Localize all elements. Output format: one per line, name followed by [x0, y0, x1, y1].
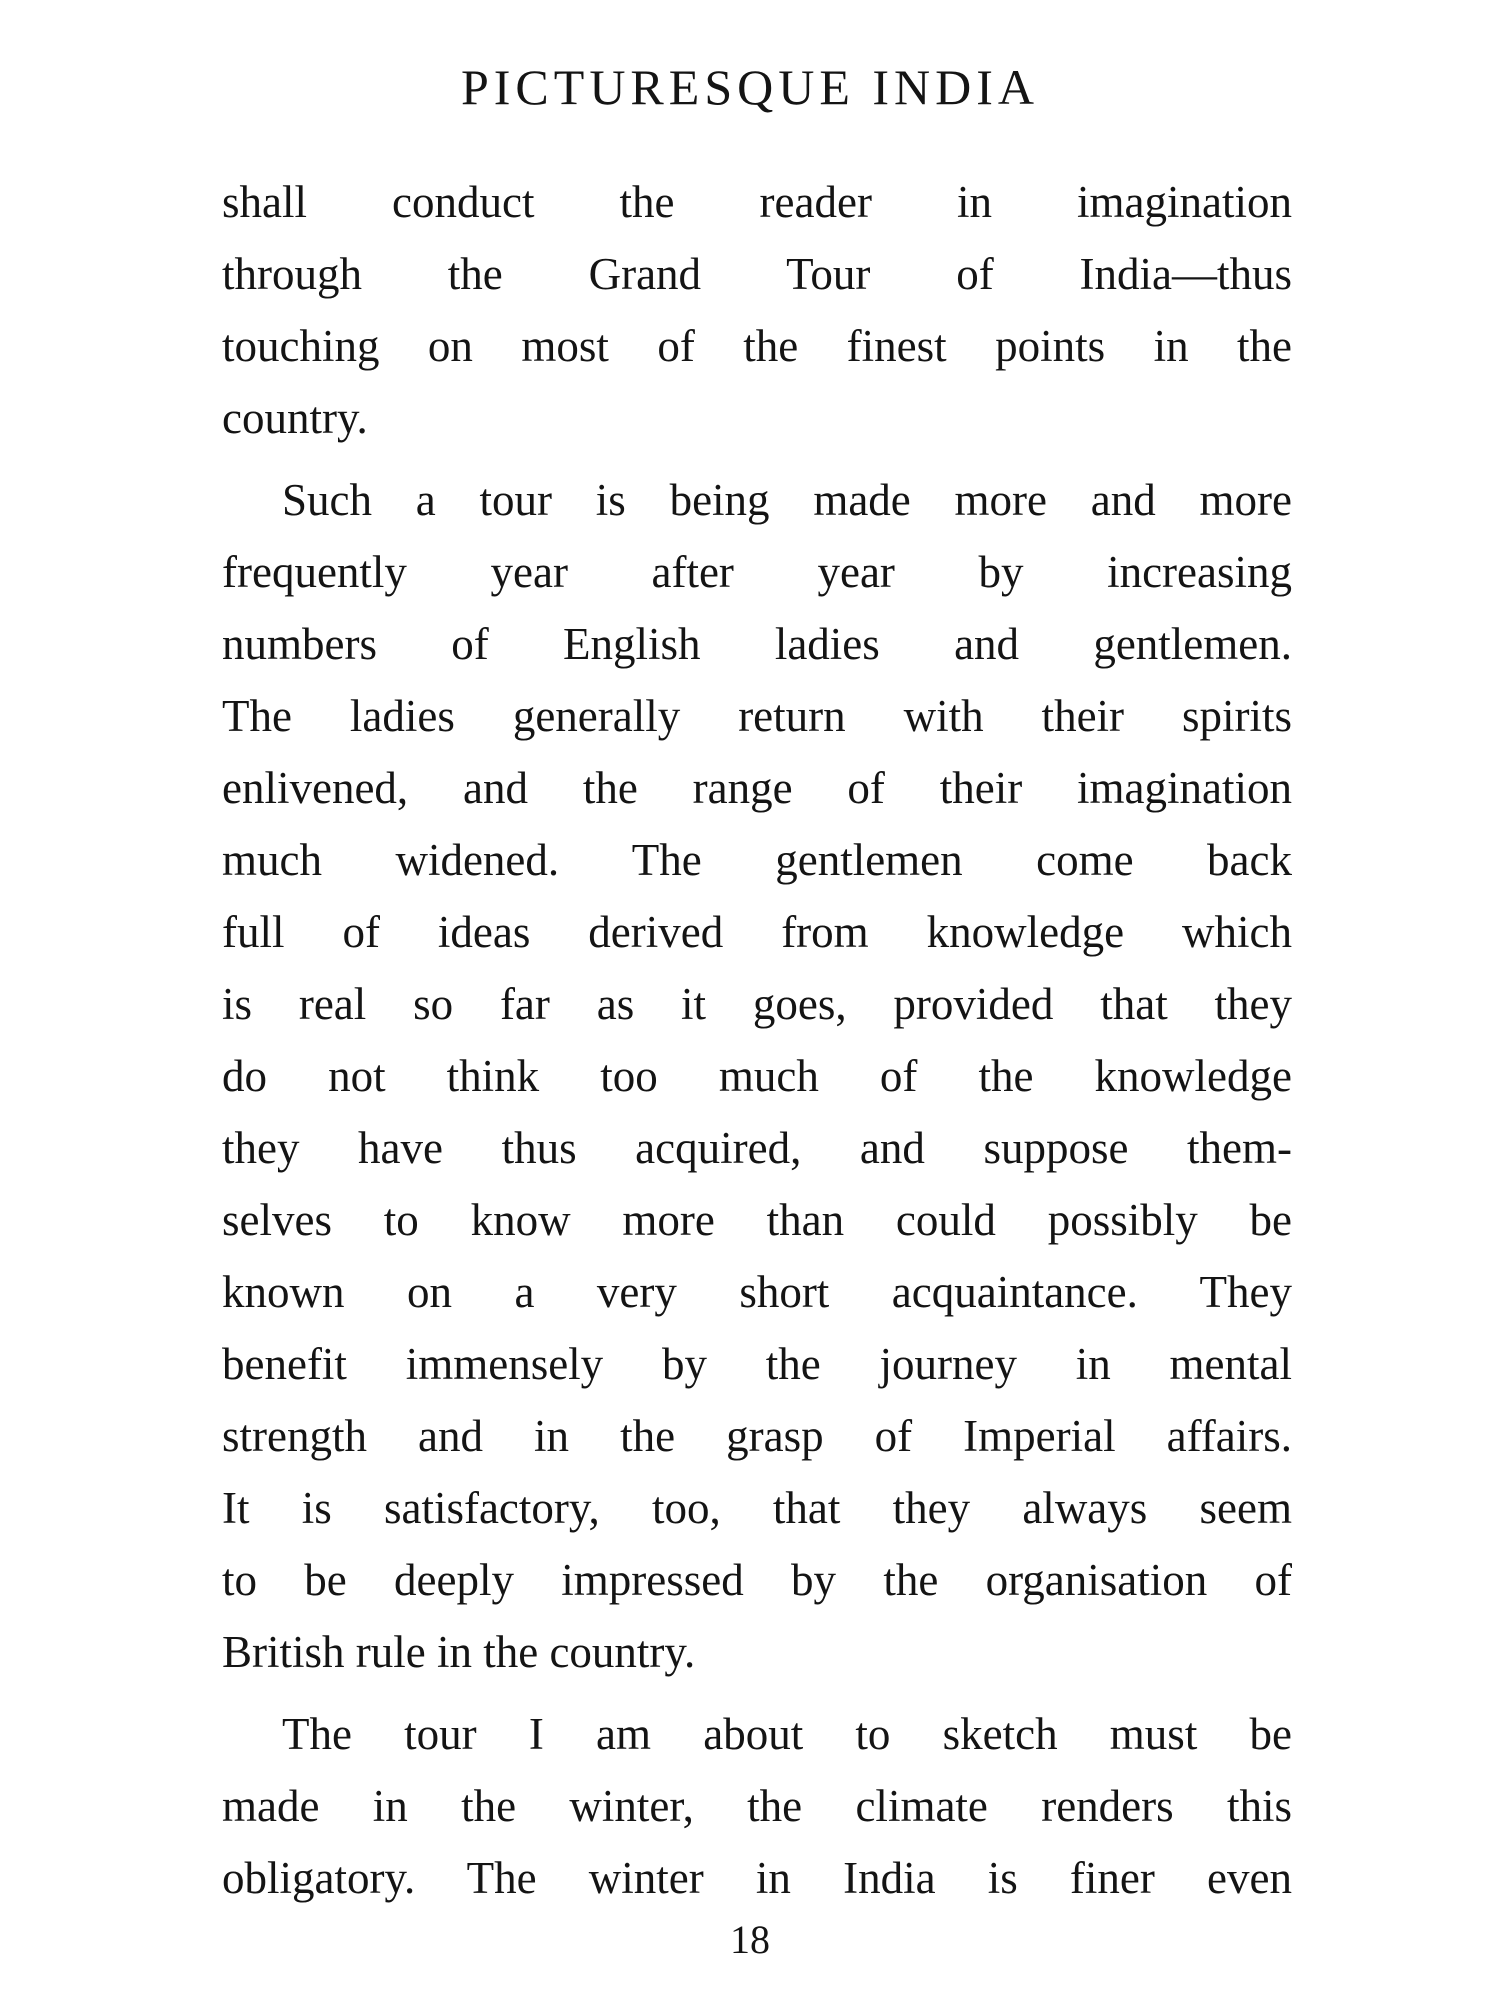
- text-line: The ladies generally return with their spirits: [222, 691, 1292, 741]
- text-line: benefit immensely by the journey in mental: [222, 1339, 1292, 1389]
- paragraph-2: [222, 464, 1292, 1688]
- paragraph-3: [222, 1698, 1292, 1914]
- text-line: numbers of English ladies and gentlemen.: [222, 619, 1292, 669]
- text-line: much widened. The gentlemen come back: [222, 835, 1292, 885]
- text-line: selves to know more than could possibly be: [222, 1195, 1292, 1245]
- text-line: they have thus acquired, and suppose them-: [222, 1123, 1292, 1173]
- body-text: [222, 166, 1292, 1914]
- text-line: strength and in the grasp of Imperial affairs.: [222, 1411, 1292, 1461]
- page-number: 18: [730, 1917, 770, 1962]
- text-line: made in the winter, the climate renders this: [222, 1781, 1292, 1831]
- paragraph-1: [222, 166, 1292, 454]
- running-head: PICTURESQUE INDIA: [460, 59, 1040, 115]
- text-line: The tour I am about to sketch must be: [282, 1709, 1292, 1759]
- paragraph-gap: [222, 454, 1292, 464]
- text-line: do not think too much of the knowledge: [222, 1051, 1292, 1101]
- text-line: British rule in the country.: [222, 1627, 696, 1677]
- text-line: through the Grand Tour of India—thus: [222, 249, 1292, 299]
- text-line: obligatory. The winter in India is finer even: [222, 1853, 1292, 1903]
- text-line: is real so far as it goes, provided that they: [222, 979, 1292, 1029]
- text-line: to be deeply impressed by the organisation of: [222, 1555, 1292, 1605]
- text-line: known on a very short acquaintance. They: [222, 1267, 1292, 1317]
- text-line: It is satisfactory, too, that they always seem: [222, 1483, 1292, 1533]
- text-line: shall conduct the reader in imagination: [222, 177, 1292, 227]
- text-line: frequently year after year by increasing: [222, 547, 1292, 597]
- text-line: Such a tour is being made more and more: [282, 475, 1292, 525]
- text-line: full of ideas derived from knowledge which: [222, 907, 1292, 957]
- paragraph-gap: [222, 1688, 1292, 1698]
- text-line: enlivened, and the range of their imagination: [222, 763, 1292, 813]
- text-line: touching on most of the finest points in the: [222, 321, 1292, 371]
- text-line: country.: [222, 393, 368, 443]
